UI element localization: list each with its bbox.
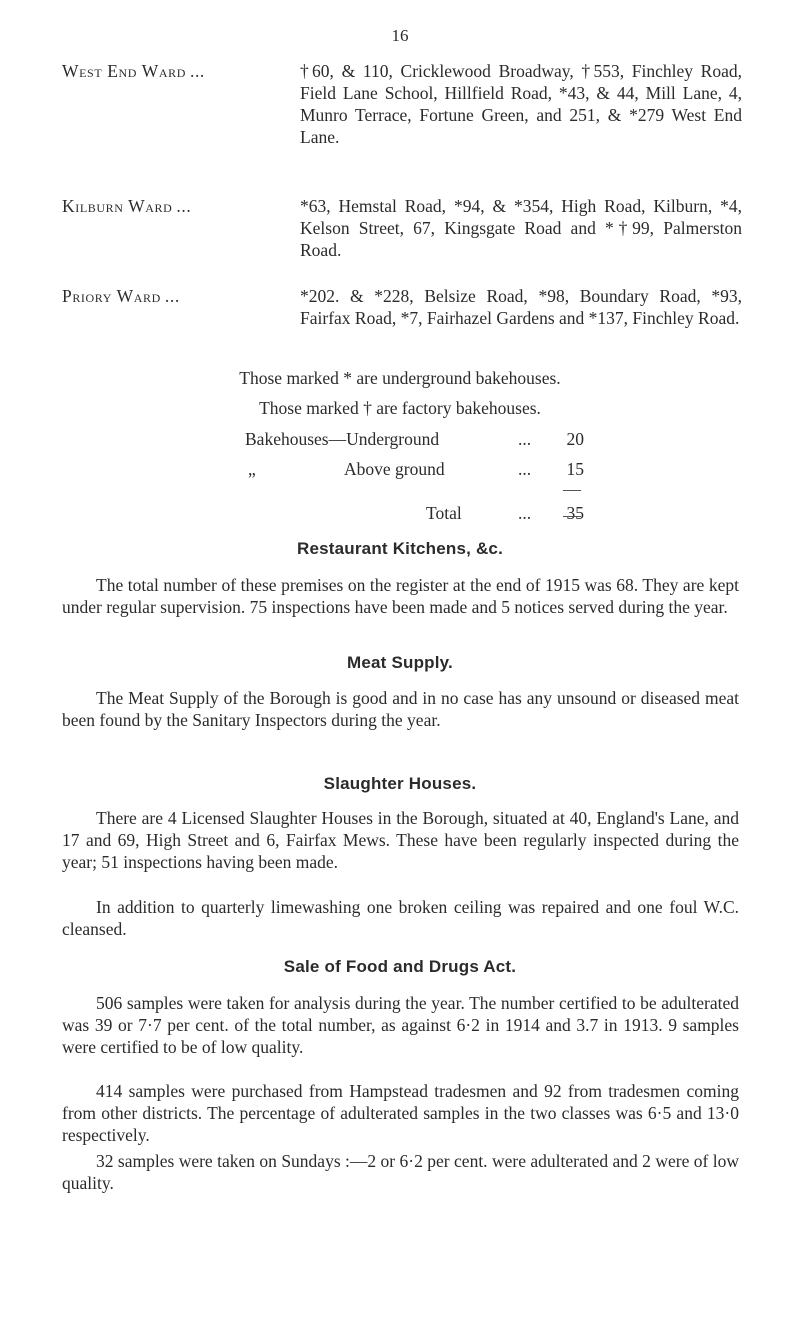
ward-addresses: *202. & *228, Belsize Road, *98, Boundary Road, *93, Fairfax Road, *7, Fairhazel Gardens and *137, Finchley Road.: [300, 286, 742, 328]
ditto-mark: „: [248, 459, 256, 479]
leader-dots: ...: [164, 286, 180, 306]
ward-name-text: West End Ward: [62, 61, 186, 81]
leader-dots: ...: [518, 459, 532, 479]
bakehouses-total: [0, 503, 800, 533]
bakehouses-total-row: [0, 503, 800, 533]
bakehouses-underground-row: [0, 429, 800, 459]
factory-note: Those marked † are factory bakehouses.: [259, 398, 541, 418]
bakehouses-above-ground-row: [0, 459, 800, 489]
sum-rule: [563, 490, 581, 491]
row-label: Above ground: [344, 459, 445, 479]
restaurant-paragraph: The total number of these premises on the register at the end of 1915 was 68. They are kept under regular supervision. 75 inspections have been made and 5 notices served during the year.: [62, 575, 739, 617]
section-heading-slaughter: Slaughter Houses.: [323, 774, 477, 793]
ward-addresses: *63, Hemstal Road, *94, & *354, High Road, Kilburn, *4, Kelson Street, 67, Kingsgate Road and *†99, Palmerston Road.: [300, 196, 742, 260]
food-paragraph-1: 506 samples were taken for analysis during the year. The number certified to be adulterated was 39 or 7·7 per cent. of the total number, as against 6·2 in 1914 and 3.7 in 1913. 9 samples were certified to be of low quality.: [62, 993, 739, 1057]
bakehouses-table: [0, 429, 800, 489]
section-heading-restaurant: Restaurant Kitchens, &c.: [296, 539, 504, 558]
underground-note: Those marked * are underground bakehouses.: [239, 368, 561, 388]
meat-paragraph: The Meat Supply of the Borough is good and in no case has any unsound or diseased meat been found by the Sanitary Inspectors during the year.: [62, 688, 739, 730]
total-label: Total: [426, 503, 462, 523]
slaughter-paragraph-2: In addition to quarterly limewashing one broken ceiling was repaired and one foul W.C. cleansed.: [62, 897, 739, 939]
ward-entry-west-end: [62, 60, 742, 148]
total-rule: [563, 516, 581, 517]
food-paragraph-2: 414 samples were purchased from Hampstead tradesmen and 92 from tradesmen coming from other districts. The percentage of adulterated samples in the two classes was 6·5 and 13·0 respectively.: [62, 1081, 739, 1145]
ward-name-text: Kilburn Ward: [62, 196, 173, 216]
ward-entry-kilburn: [62, 195, 742, 261]
section-heading-meat: Meat Supply.: [347, 653, 453, 672]
ward-entry-priory: [62, 285, 742, 329]
ward-name: [62, 285, 180, 307]
total-value: 35: [566, 503, 584, 523]
leader-dots: ...: [176, 196, 192, 216]
page-number: 16: [391, 26, 409, 45]
food-paragraph-3: 32 samples were taken on Sundays :—2 or 6·2 per cent. were adulterated and 2 were of low quality.: [62, 1151, 739, 1193]
ward-name: [62, 60, 205, 82]
row-label: Bakehouses—Underground: [245, 429, 440, 449]
row-value: 15: [566, 459, 584, 479]
section-heading-food-drugs: Sale of Food and Drugs Act.: [283, 957, 517, 976]
ward-name: [62, 195, 191, 217]
slaughter-paragraph-1: There are 4 Licensed Slaughter Houses in the Borough, situated at 40, England's Lane, and 17 and 69, High Street and 6, Fairfax Mews. These have been regularly inspected during the year; 51 inspections having been made.: [62, 808, 739, 872]
leader-dots: ...: [518, 503, 532, 523]
leader-dots: ...: [518, 429, 532, 449]
ward-name-text: Priory Ward: [62, 286, 161, 306]
row-value: 20: [566, 429, 584, 449]
ward-addresses: †60, & 110, Cricklewood Broadway, †553, Finchley Road, Field Lane School, Hillfield Road, *43, & 44, Mill Lane, 4, Munro Terrace, Fortune Green, and 251, & *279 West End Lane.: [300, 61, 742, 147]
leader-dots: ...: [189, 61, 205, 81]
